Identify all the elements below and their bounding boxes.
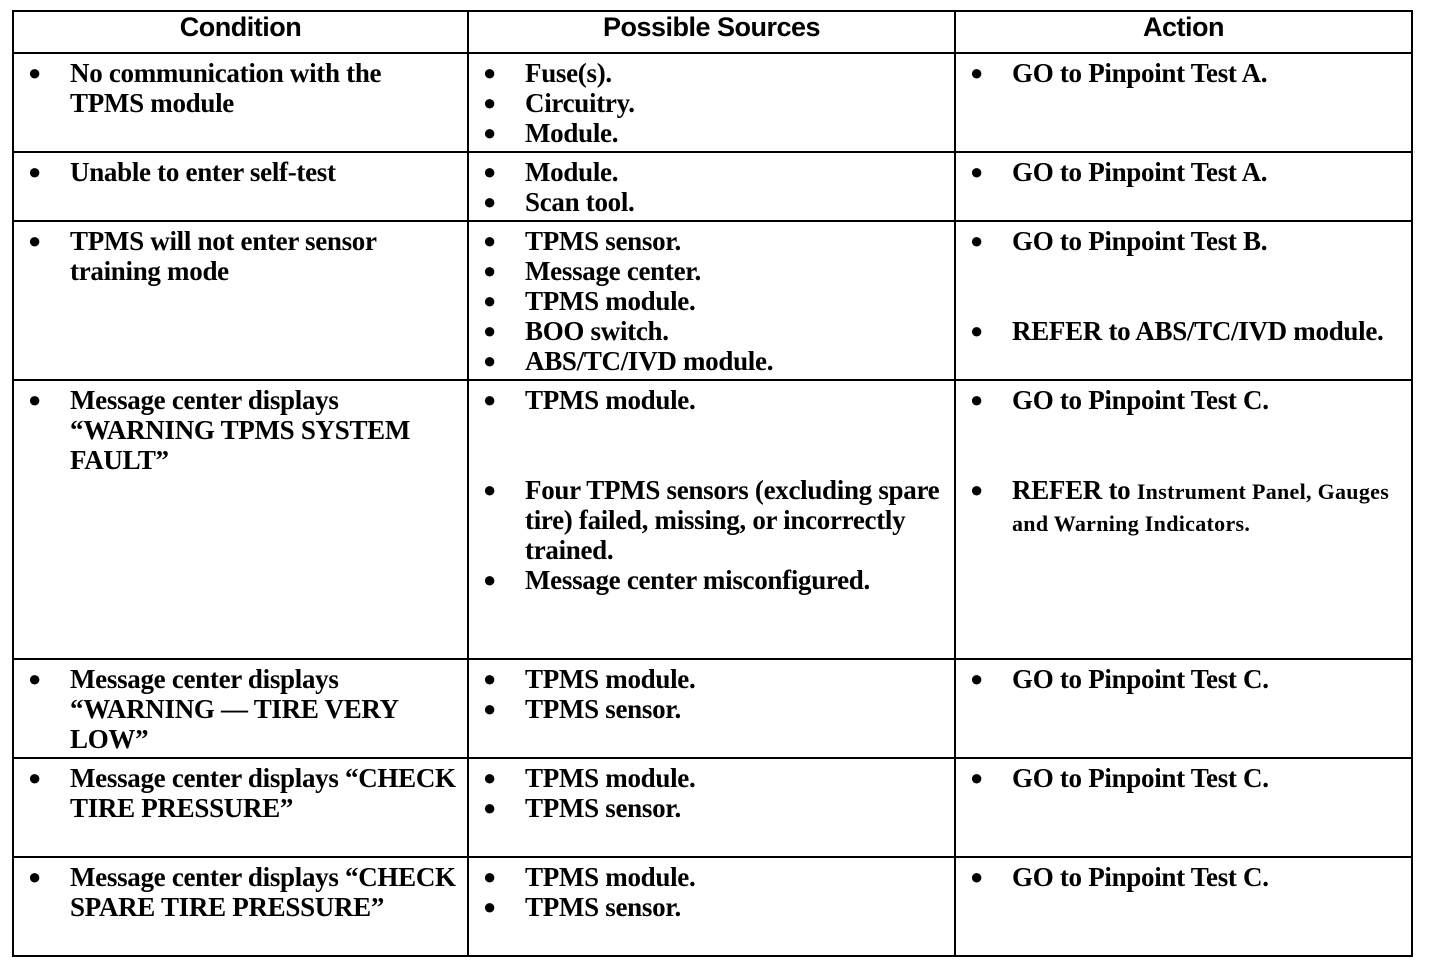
- action-cell: [955, 53, 1412, 152]
- bullet-icon: ●: [483, 159, 496, 184]
- sources-cell: [468, 857, 955, 956]
- header-condition: Condition: [13, 11, 468, 53]
- bullet-icon: ●: [28, 228, 41, 253]
- bullet-icon: ●: [28, 864, 41, 889]
- bullet-icon: ●: [970, 318, 983, 343]
- source-item: ● Message center.: [483, 256, 701, 286]
- source-item: ● Four TPMS sensors (excluding spare tire) failed, missing, or incorrectly trained.: [483, 475, 940, 565]
- condition-item: ● Message center displays “CHECK TIRE PRESSURE”: [28, 763, 456, 823]
- sources-cell: [468, 758, 955, 857]
- bullet-icon: ●: [483, 795, 496, 820]
- bullet-icon: ●: [483, 60, 496, 85]
- source-item: ● TPMS sensor.: [483, 892, 681, 922]
- source-item: ● TPMS sensor.: [483, 226, 681, 256]
- condition-item: ● Message center displays “CHECK SPARE TIRE PRESSURE”: [28, 862, 456, 922]
- action-item: ● GO to Pinpoint Test C.: [970, 385, 1269, 415]
- sources-cell: [468, 380, 955, 659]
- source-item: ● TPMS sensor.: [483, 694, 681, 724]
- sources-cell: [468, 53, 955, 152]
- source-item: ● TPMS sensor.: [483, 793, 681, 823]
- bullet-icon: ●: [483, 567, 496, 592]
- bullet-icon: ●: [970, 477, 983, 502]
- bullet-icon: ●: [483, 120, 496, 145]
- bullet-icon: ●: [483, 228, 496, 253]
- condition-item: ● Message center displays “WARNING TPMS SYSTEM FAULT”: [28, 385, 411, 475]
- source-item: ● Module.: [483, 157, 619, 187]
- condition-item: ● TPMS will not enter sensor training mode: [28, 226, 377, 286]
- action-item: ● GO to Pinpoint Test A.: [970, 157, 1268, 187]
- condition-cell: [13, 857, 468, 956]
- table-row: [13, 659, 1412, 758]
- bullet-icon: ●: [483, 90, 496, 115]
- bullet-icon: ●: [970, 864, 983, 889]
- header-row: [13, 11, 1412, 53]
- bullet-icon: ●: [483, 666, 496, 691]
- bullet-icon: ●: [970, 387, 983, 412]
- table-row: [13, 758, 1412, 857]
- action-item: ● GO to Pinpoint Test C.: [970, 664, 1269, 694]
- action-item: ● GO to Pinpoint Test B.: [970, 226, 1268, 256]
- source-item: ● Fuse(s).: [483, 58, 612, 88]
- bullet-icon: ●: [970, 765, 983, 790]
- table-row: [13, 857, 1412, 956]
- action-cell: [955, 380, 1412, 659]
- header-possible-sources: Possible Sources: [468, 11, 955, 53]
- action-item: ● REFER to ABS/TC/IVD module.: [970, 316, 1384, 346]
- bullet-icon: ●: [970, 228, 983, 253]
- bullet-icon: ●: [483, 864, 496, 889]
- bullet-icon: ●: [970, 666, 983, 691]
- source-item: ● TPMS module.: [483, 286, 696, 316]
- condition-cell: [13, 221, 468, 380]
- table-row: [13, 221, 1412, 380]
- header-action: Action: [955, 11, 1412, 53]
- action-cell: [955, 659, 1412, 758]
- source-item: ● TPMS module.: [483, 664, 696, 694]
- bullet-icon: ●: [28, 159, 41, 184]
- table-row: [13, 152, 1412, 221]
- action-item: ● REFER to Instrument Panel, Gauges and Warning Indicators.: [970, 475, 1390, 536]
- condition-cell: [13, 659, 468, 758]
- action-item: ● GO to Pinpoint Test A.: [970, 58, 1268, 88]
- action-cell: [955, 857, 1412, 956]
- action-cell: [955, 758, 1412, 857]
- sources-cell: [468, 221, 955, 380]
- source-item: ● TPMS module.: [483, 862, 696, 892]
- source-item: ● TPMS module.: [483, 763, 696, 793]
- condition-cell: [13, 152, 468, 221]
- condition-cell: [13, 53, 468, 152]
- action-item: ● GO to Pinpoint Test C.: [970, 763, 1269, 793]
- bullet-icon: ●: [483, 387, 496, 412]
- bullet-icon: ●: [483, 894, 496, 919]
- bullet-icon: ●: [483, 288, 496, 313]
- bullet-icon: ●: [28, 60, 41, 85]
- table-row: [13, 380, 1412, 659]
- table-row: [13, 53, 1412, 152]
- sources-cell: [468, 659, 955, 758]
- condition-cell: [13, 380, 468, 659]
- bullet-icon: ●: [483, 348, 496, 373]
- bullet-icon: ●: [483, 477, 496, 502]
- bullet-icon: ●: [483, 318, 496, 343]
- action-cell: [955, 221, 1412, 380]
- bullet-icon: ●: [483, 258, 496, 283]
- bullet-icon: ●: [28, 765, 41, 790]
- sources-cell: [468, 152, 955, 221]
- bullet-icon: ●: [28, 387, 41, 412]
- action-cell: [955, 152, 1412, 221]
- source-item: ● ABS/TC/IVD module.: [483, 346, 774, 376]
- bullet-icon: ●: [970, 159, 983, 184]
- condition-cell: [13, 758, 468, 857]
- diagnostic-table: [12, 10, 1413, 957]
- source-item: ● TPMS module.: [483, 385, 696, 415]
- condition-item: ● Unable to enter self-test: [28, 157, 336, 187]
- bullet-icon: ●: [28, 666, 41, 691]
- manual-reference: Instrument Panel, Gauges and Warning Indicators.: [1012, 479, 1390, 536]
- source-item: ● Scan tool.: [483, 187, 635, 217]
- bullet-icon: ●: [483, 696, 496, 721]
- condition-item: ● Message center displays “WARNING — TIRE VERY LOW”: [28, 664, 398, 754]
- bullet-icon: ●: [970, 60, 983, 85]
- bullet-icon: ●: [483, 765, 496, 790]
- source-item: ● Module.: [483, 118, 619, 148]
- source-item: ● Message center misconfigured.: [483, 565, 870, 595]
- condition-item: ● No communication with the TPMS module: [28, 58, 382, 118]
- source-item: ● BOO switch.: [483, 316, 669, 346]
- source-item: ● Circuitry.: [483, 88, 635, 118]
- bullet-icon: ●: [483, 189, 496, 214]
- action-item: ● GO to Pinpoint Test C.: [970, 862, 1269, 892]
